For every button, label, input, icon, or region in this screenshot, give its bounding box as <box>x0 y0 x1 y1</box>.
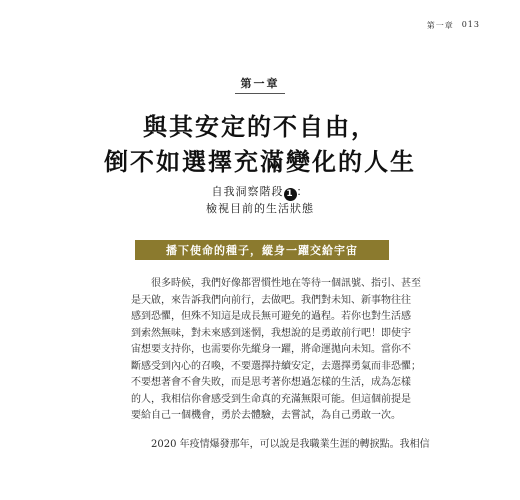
title-line-2: 倒不如選擇充滿變化的人生 <box>104 147 416 176</box>
paragraph-line: 2020 年疫情爆發那年，可以說是我職業生涯的轉捩點。我相信 <box>151 439 430 450</box>
subtitle-prefix: 自我洞察階段 <box>211 185 284 198</box>
subtitle-colon: ： <box>296 185 309 198</box>
paragraph-line: 是天啟，來告訴我們向前行，去做吧。我們對未知、新事物往往 <box>131 294 411 306</box>
section-banner-text: 播下使命的種子，縱身一躍交給宇宙 <box>166 244 358 257</box>
chapter-label: 第一章 <box>240 77 280 90</box>
section-banner <box>135 240 389 260</box>
title-line-1: 與其安定的不自由， <box>143 112 377 141</box>
paragraph-line: 很多時候，我們好像都習慣性地在等待一個訊號、指引、甚至 <box>151 278 421 289</box>
subtitle-line-2: 檢視目前的生活狀態 <box>206 202 314 215</box>
paragraph-line: 的人，我相信你會感受到生命真的充滿無限可能。但這個前提是 <box>131 393 411 405</box>
step-number-badge: 1 <box>284 188 297 201</box>
running-head <box>427 20 480 31</box>
chapter-divider <box>235 93 285 94</box>
paragraph-line: 到索然無味，對未來感到迷惘，我想說的是勇敢前行吧！即使宇 <box>131 327 411 339</box>
paragraph-line: 感到恐懼，但殊不知這是成長無可避免的過程。若你也對生活感 <box>131 311 411 322</box>
page-number: 013 <box>461 20 480 29</box>
subtitle-line-1 <box>0 185 520 201</box>
paragraph-line: 不要想著會不會失敗，而是思考著你想過怎樣的生活，成為怎樣 <box>131 377 411 388</box>
body-paragraph-2 <box>131 437 430 454</box>
running-head-chapter: 第一章 <box>426 21 454 30</box>
paragraph-line: 要給自己一個機會，勇於去體驗，去嘗試，為自己勇敢一次。 <box>131 410 401 421</box>
paragraph-line: 斷感受到內心的召喚，不要選擇持續安定，去選擇勇氣而非恐懼； <box>131 360 421 372</box>
paragraph-line: 宙想要支持你，也需要你先縱身一躍，將命運拋向未知。當你不 <box>131 344 411 355</box>
body-paragraph-1 <box>131 276 421 425</box>
